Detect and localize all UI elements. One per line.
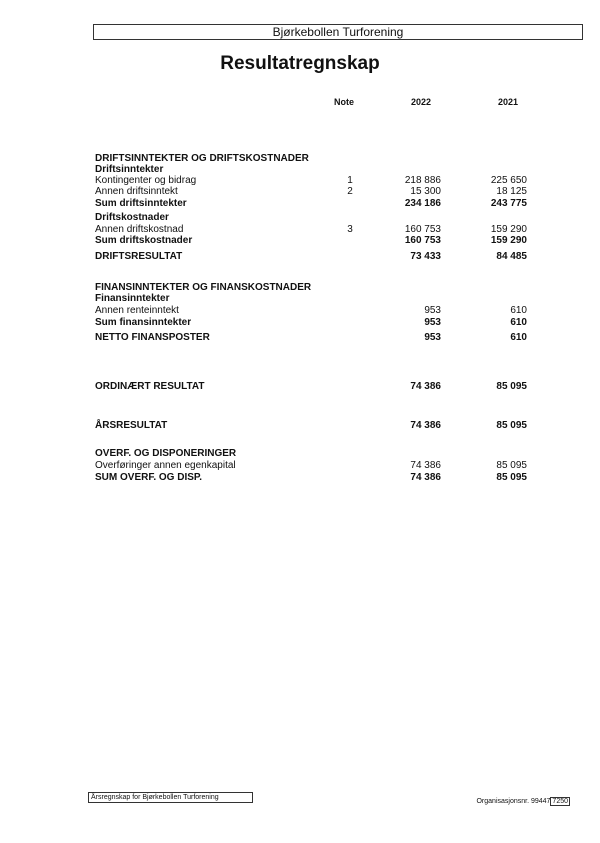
section-heading-drift: DRIFTSINNTEKTER OG DRIFTSKOSTNADER (95, 153, 309, 164)
row-sum-driftsinntekter: Sum driftsinntekter 234 186 243 775 (95, 198, 527, 209)
org-name: Bjørkebollen Turforening (272, 25, 404, 39)
org-number-label: Organisasjonsnr. 99447 (476, 798, 551, 805)
col-header-2021: 2021 (498, 97, 519, 107)
section-heading-finans: FINANSINNTEKTER OG FINANSKOSTNADER (95, 282, 312, 293)
row-ordinaert-resultat: ORDINÆRT RESULTAT 74 386 85 095 (95, 381, 527, 392)
row-driftsresultat: DRIFTSRESULTAT 73 433 84 485 (95, 251, 527, 262)
footer-org-number (476, 797, 570, 806)
row-annen-driftskostnad: Annen driftskostnad 3 160 753 159 290 (95, 224, 527, 235)
subheading-finansinntekter: Finansinntekter (95, 293, 170, 304)
row-kontingenter: Kontingenter og bidrag 1 218 886 225 650 (95, 175, 527, 186)
row-netto-finansposter: NETTO FINANSPOSTER 953 610 (95, 332, 527, 343)
subheading-driftskostnader: Driftskostnader (95, 212, 169, 223)
document-header (93, 24, 583, 40)
row-overforinger: Overføringer annen egenkapital 74 386 85 095 (95, 460, 527, 471)
page-title: Resultatregnskap (220, 53, 380, 74)
row-sum-driftskostnader: Sum driftskostnader 160 753 159 290 (95, 235, 527, 246)
footer-report-name: Årsregnskap for Bjørkebollen Turforening (88, 792, 253, 803)
section-heading-overf: OVERF. OG DISPONERINGER (95, 448, 237, 459)
row-annen-renteinntekt: Annen renteinntekt 953 610 (95, 305, 527, 316)
subheading-driftsinntekter: Driftsinntekter (95, 164, 164, 175)
row-annen-driftsinntekt: Annen driftsinntekt 2 15 300 18 125 (95, 186, 527, 197)
org-number-end: 7250 (552, 798, 568, 805)
row-sum-finansinntekter: Sum finansinntekter 953 610 (95, 317, 527, 328)
col-header-2022: 2022 (411, 97, 432, 107)
row-arsresultat: ÅRSRESULTAT 74 386 85 095 (95, 420, 527, 431)
row-sum-overf: SUM OVERF. OG DISP. 74 386 85 095 (95, 472, 527, 483)
col-header-note: Note (334, 97, 354, 107)
